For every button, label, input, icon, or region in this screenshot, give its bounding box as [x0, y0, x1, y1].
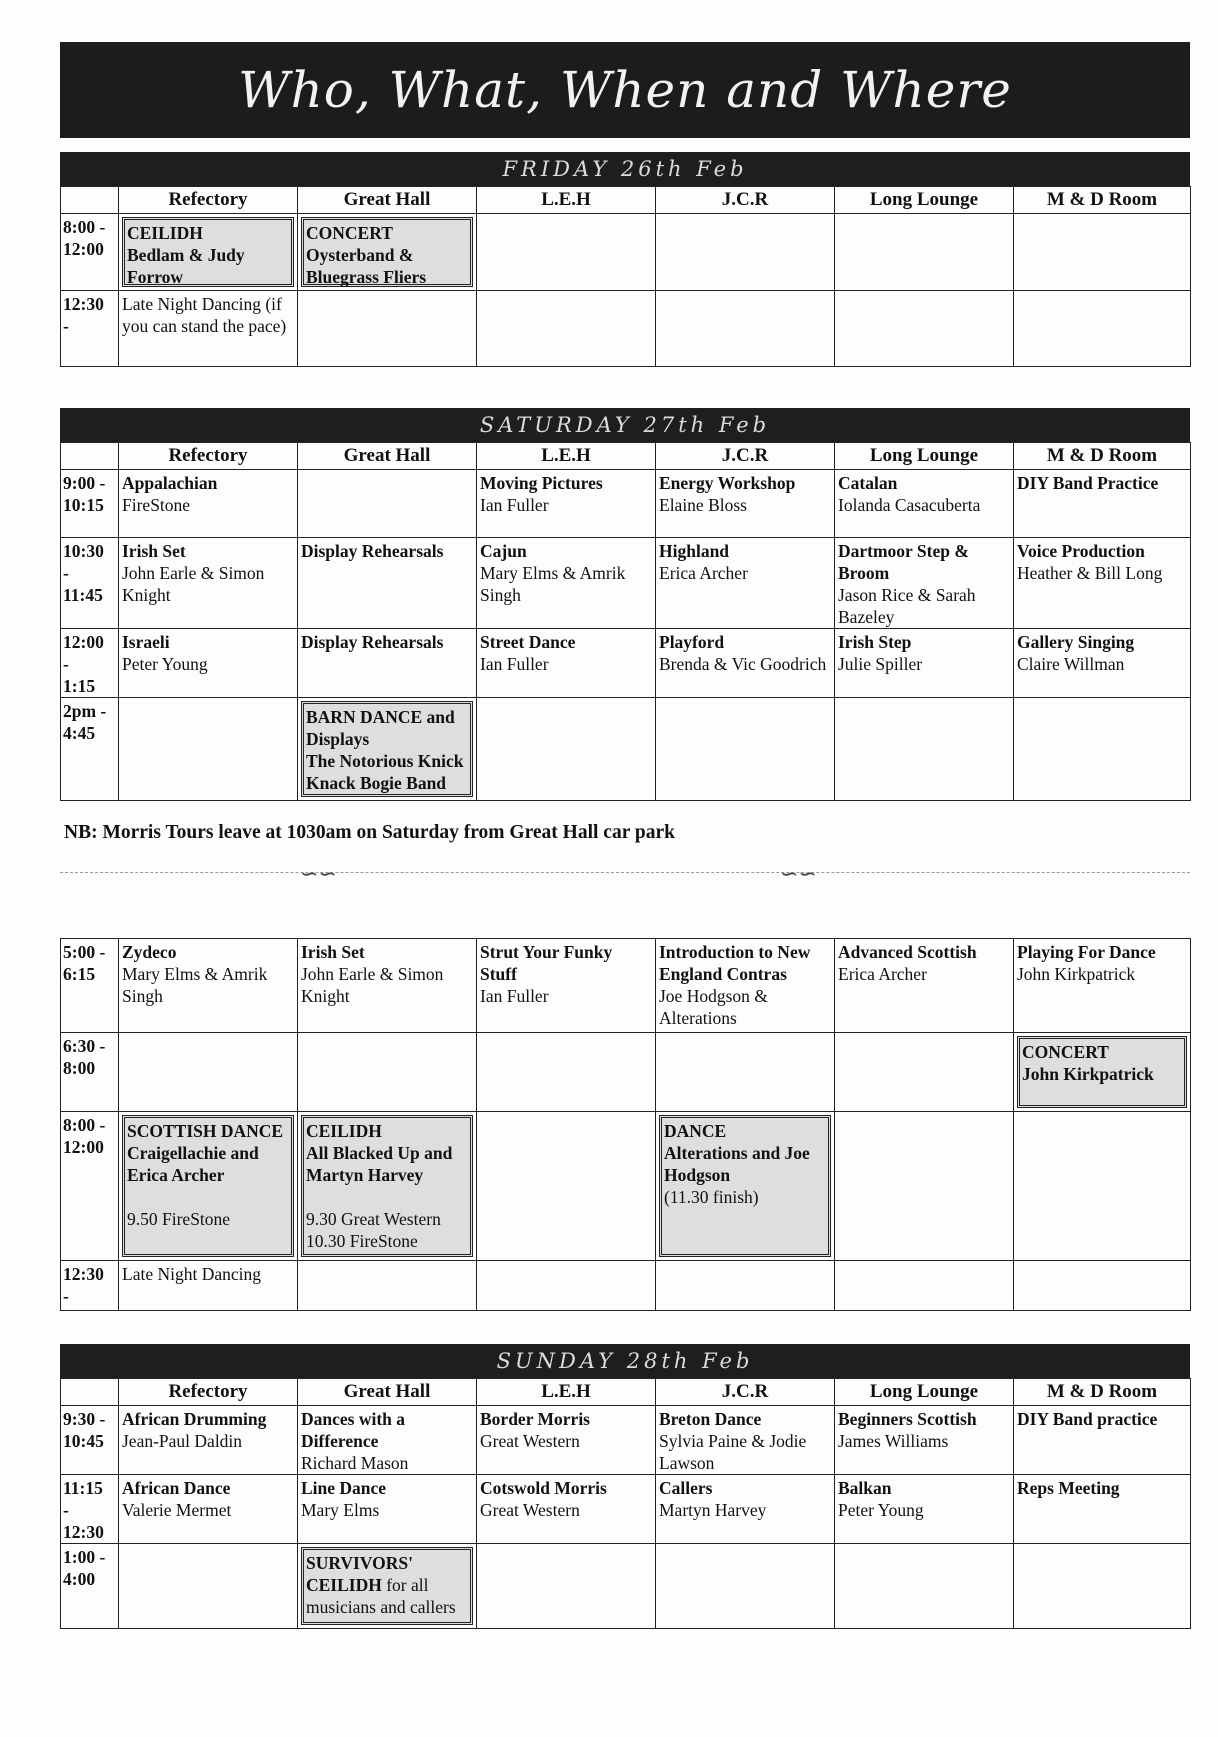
column-header-long-lounge: Long Lounge [835, 187, 1014, 214]
day-header-saturday: SATURDAY 27th Feb [60, 408, 1190, 442]
event-title: Moving Pictures [480, 473, 603, 493]
column-header-row [61, 187, 1191, 214]
time-column-header [61, 443, 119, 470]
event-detail: Erica Archer [659, 563, 748, 583]
event-detail: Late Night Dancing [122, 1264, 261, 1284]
table-row [61, 1112, 1191, 1261]
empty-cell [298, 291, 477, 367]
event-title: Line Dance [301, 1478, 387, 1498]
empty-cell [1014, 291, 1191, 367]
time-column-header [61, 1379, 119, 1406]
table-row [61, 538, 1191, 629]
event-title: Street Dance [480, 632, 576, 652]
event-cell [119, 1475, 298, 1544]
column-header-great-hall: Great Hall [298, 1379, 477, 1406]
event-title: Display Rehearsals [301, 632, 444, 652]
time-slot-label: 10:45 [63, 1431, 104, 1451]
featured-event-box [301, 701, 473, 797]
event-detail: Great Western [480, 1431, 580, 1451]
event-cell [1014, 1406, 1191, 1475]
event-extra-detail: (11.30 finish) [664, 1187, 759, 1207]
column-header-long-lounge: Long Lounge [835, 1379, 1014, 1406]
empty-cell [835, 1261, 1014, 1311]
column-header-refectory: Refectory [119, 187, 298, 214]
event-detail: Ian Fuller [480, 654, 549, 674]
event-cell [477, 538, 656, 629]
time-slot [61, 629, 119, 698]
event-extra-detail [306, 1186, 468, 1208]
time-slot-label: 11:45 [63, 585, 103, 605]
table-row [61, 939, 1191, 1033]
event-title: Cajun [480, 541, 527, 561]
event-detail: Peter Young [122, 654, 208, 674]
empty-cell [656, 1544, 835, 1629]
sunday-table [60, 1378, 1191, 1629]
event-title: SCOTTISH DANCE [127, 1121, 284, 1141]
event-detail: Heather & Bill Long [1017, 563, 1163, 583]
event-title: Voice Production [1017, 541, 1145, 561]
event-title: Display Rehearsals [301, 541, 444, 561]
empty-cell [119, 1033, 298, 1112]
empty-cell [477, 1112, 656, 1261]
event-detail: Jean-Paul Daldin [122, 1431, 243, 1451]
event-detail: Alterations and Joe Hodgson [664, 1143, 810, 1185]
event-cell [1014, 1475, 1191, 1544]
time-slot [61, 214, 119, 291]
event-cell [119, 629, 298, 698]
event-title: Dances with a Difference [301, 1409, 406, 1451]
time-slot-label: 12:30 [63, 1264, 104, 1284]
event-cell [119, 470, 298, 538]
event-detail: John Kirkpatrick [1022, 1064, 1154, 1084]
table-row [61, 1033, 1191, 1112]
event-detail: Great Western [480, 1500, 580, 1520]
saturday-table [60, 442, 1191, 801]
time-slot-label: 12:30 [63, 294, 104, 314]
event-cell [119, 538, 298, 629]
time-slot-label: 8:00 [63, 1058, 96, 1078]
column-header-refectory: Refectory [119, 443, 298, 470]
column-header-row [61, 443, 1191, 470]
empty-cell [119, 1544, 298, 1629]
table-row [61, 629, 1191, 698]
event-detail: Brenda & Vic Goodrich [659, 654, 827, 674]
event-title: CEILIDH [127, 223, 203, 243]
empty-cell [1014, 214, 1191, 291]
time-slot [61, 939, 119, 1033]
empty-cell [1014, 698, 1191, 801]
event-cell [656, 1406, 835, 1475]
empty-cell [298, 1033, 477, 1112]
event-detail: Oysterband & Bluegrass Fliers [306, 245, 427, 287]
empty-cell [656, 291, 835, 367]
event-extra-detail: 9.50 FireStone [127, 1209, 231, 1229]
empty-cell [119, 698, 298, 801]
event-title: SURVIVORS' CEILIDH [306, 1553, 413, 1595]
column-header-l-e-h: L.E.H [477, 187, 656, 214]
featured-event-box [122, 217, 294, 287]
event-title: Cotswold Morris [480, 1478, 607, 1498]
sunday-schedule [60, 1344, 1190, 1629]
featured-event-cell [298, 1112, 477, 1261]
time-slot-label: 4:00 [63, 1569, 96, 1589]
featured-event-box [659, 1115, 831, 1257]
table-row [61, 1544, 1191, 1629]
saturday-evening-table [60, 938, 1191, 1311]
event-title: Irish Set [122, 541, 186, 561]
event-detail: Mary Elms & Amrik Singh [480, 563, 626, 605]
empty-cell [835, 698, 1014, 801]
divider-ornament-icon: ∽∽ [780, 862, 817, 887]
time-slot-label: 4:45 [63, 723, 96, 743]
empty-cell [656, 1033, 835, 1112]
saturday-schedule [60, 408, 1190, 801]
event-cell [477, 629, 656, 698]
featured-event-cell [119, 1112, 298, 1261]
time-slot-label: 6:15 [63, 964, 96, 984]
section-divider [60, 872, 1190, 874]
event-title: CONCERT [306, 223, 393, 243]
time-slot-label: 8:00 - [63, 217, 106, 237]
time-slot-label: 9:30 - [63, 1409, 106, 1429]
event-cell [656, 939, 835, 1033]
featured-event-cell [656, 1112, 835, 1261]
event-title: Irish Step [838, 632, 912, 652]
event-cell [477, 470, 656, 538]
event-title-suffix: for all musicians and callers [306, 1575, 456, 1617]
event-title: Irish Set [301, 942, 365, 962]
time-slot-label: 5:00 - [63, 942, 106, 962]
table-row [61, 1475, 1191, 1544]
friday-table [60, 186, 1191, 367]
empty-cell [298, 1261, 477, 1311]
event-detail: FireStone [122, 495, 191, 515]
column-header-m-d-room: M & D Room [1014, 1379, 1191, 1406]
featured-event-cell [298, 698, 477, 801]
table-row [61, 1406, 1191, 1475]
event-detail: All Blacked Up and Martyn Harvey [306, 1143, 453, 1185]
event-detail: The Notorious Knick Knack Bogie Band [306, 751, 464, 793]
event-title: Callers [659, 1478, 713, 1498]
column-header-great-hall: Great Hall [298, 187, 477, 214]
event-detail: Joe Hodgson & Alterations [659, 986, 768, 1028]
column-header-row [61, 1379, 1191, 1406]
event-cell [119, 939, 298, 1033]
event-cell [656, 629, 835, 698]
time-slot-label: - [63, 1286, 69, 1306]
event-detail: Late Night Dancing (if you can stand the pace) [122, 294, 287, 336]
event-detail: John Earle & Simon Knight [122, 563, 265, 605]
event-cell [298, 1475, 477, 1544]
time-slot-label: 12:00 [63, 239, 104, 259]
event-cell [1014, 470, 1191, 538]
time-slot [61, 1544, 119, 1629]
event-cell [835, 470, 1014, 538]
column-header-m-d-room: M & D Room [1014, 443, 1191, 470]
featured-event-cell [1014, 1033, 1191, 1112]
event-title: Reps Meeting [1017, 1478, 1120, 1498]
empty-cell [477, 214, 656, 291]
empty-cell [835, 214, 1014, 291]
empty-cell [477, 1544, 656, 1629]
event-title: Advanced Scottish [838, 942, 977, 962]
event-cell [477, 1406, 656, 1475]
table-row [61, 698, 1191, 801]
event-title: DIY Band practice [1017, 1409, 1158, 1429]
empty-cell [1014, 1544, 1191, 1629]
event-cell [298, 939, 477, 1033]
event-detail: Elaine Bloss [659, 495, 747, 515]
time-slot-label: 12:00 [63, 632, 104, 652]
time-column-header [61, 187, 119, 214]
event-title: Introduction to New England Contras [659, 942, 811, 984]
time-slot-label: - [63, 1500, 69, 1520]
divider-ornament-icon: ∽∽ [300, 862, 337, 887]
time-slot-label: 8:00 - [63, 1115, 106, 1135]
event-cell [298, 1406, 477, 1475]
time-slot-label: 6:30 - [63, 1036, 106, 1056]
featured-event-box [301, 217, 473, 287]
time-slot [61, 291, 119, 367]
featured-event-box [1017, 1036, 1187, 1108]
event-title: Israeli [122, 632, 170, 652]
empty-cell [656, 698, 835, 801]
event-extra-detail: 10.30 FireStone [306, 1231, 418, 1251]
empty-cell [1014, 1261, 1191, 1311]
featured-event-box [301, 1547, 473, 1625]
event-title: Beginners Scottish [838, 1409, 977, 1429]
event-cell [656, 470, 835, 538]
event-title: Border Morris [480, 1409, 590, 1429]
event-detail: Mary Elms & Amrik Singh [122, 964, 268, 1006]
event-cell [477, 939, 656, 1033]
event-cell [477, 1475, 656, 1544]
time-slot-label: - [63, 654, 69, 674]
event-title: DANCE [664, 1121, 727, 1141]
empty-cell [835, 1112, 1014, 1261]
event-detail: Jason Rice & Sarah Bazeley [838, 585, 976, 627]
page-title: Who, What, When and Where [60, 42, 1190, 138]
time-slot-label: 1:00 - [63, 1547, 106, 1567]
empty-cell [835, 1544, 1014, 1629]
column-header-refectory: Refectory [119, 1379, 298, 1406]
column-header-j-c-r: J.C.R [656, 1379, 835, 1406]
event-cell [119, 1261, 298, 1311]
event-detail: Claire Willman [1017, 654, 1125, 674]
event-cell [298, 538, 477, 629]
empty-cell [835, 1033, 1014, 1112]
day-header-sunday: SUNDAY 28th Feb [60, 1344, 1190, 1378]
event-title: Catalan [838, 473, 898, 493]
featured-event-box [301, 1115, 473, 1257]
time-slot [61, 1475, 119, 1544]
empty-cell [1014, 1112, 1191, 1261]
event-title: Gallery Singing [1017, 632, 1135, 652]
time-slot-label: 12:00 [63, 1137, 104, 1157]
time-slot [61, 538, 119, 629]
time-slot [61, 1033, 119, 1112]
event-extra-detail [127, 1186, 289, 1208]
event-detail: Julie Spiller [838, 654, 923, 674]
featured-event-box [122, 1115, 294, 1257]
event-title: Breton Dance [659, 1409, 762, 1429]
table-row [61, 214, 1191, 291]
empty-cell [477, 1033, 656, 1112]
event-cell [1014, 629, 1191, 698]
event-cell [835, 1406, 1014, 1475]
table-row [61, 291, 1191, 367]
event-cell [298, 629, 477, 698]
column-header-great-hall: Great Hall [298, 443, 477, 470]
column-header-j-c-r: J.C.R [656, 187, 835, 214]
event-detail: Valerie Mermet [122, 1500, 232, 1520]
time-slot [61, 698, 119, 801]
empty-cell [477, 1261, 656, 1311]
time-slot [61, 1261, 119, 1311]
event-title: Strut Your Funky Stuff [480, 942, 613, 984]
featured-event-cell [298, 1544, 477, 1629]
event-title-line [306, 1552, 468, 1618]
time-slot-label: 9:00 - [63, 473, 106, 493]
empty-cell [656, 214, 835, 291]
event-cell [835, 939, 1014, 1033]
event-extra-detail: 9.30 Great Western [306, 1209, 441, 1229]
event-cell [835, 1475, 1014, 1544]
event-detail: Martyn Harvey [659, 1500, 767, 1520]
time-slot-label: 10:30 [63, 541, 104, 561]
empty-cell [656, 1261, 835, 1311]
day-header-friday: FRIDAY 26th Feb [60, 152, 1190, 186]
morris-tours-note: NB: Morris Tours leave at 1030am on Saturday from Great Hall car park [64, 822, 675, 843]
event-title: CEILIDH [306, 1121, 382, 1141]
event-cell [1014, 939, 1191, 1033]
event-detail: Mary Elms [301, 1500, 380, 1520]
event-title: Dartmoor Step & Broom [838, 541, 969, 583]
table-row [61, 1261, 1191, 1311]
event-title: African Dance [122, 1478, 231, 1498]
event-cell [119, 291, 298, 367]
event-detail: Peter Young [838, 1500, 924, 1520]
table-row [61, 470, 1191, 538]
column-header-j-c-r: J.C.R [656, 443, 835, 470]
event-cell [835, 629, 1014, 698]
time-slot-label: 11:15 [63, 1478, 103, 1498]
time-slot [61, 470, 119, 538]
featured-event-cell [298, 214, 477, 291]
saturday-evening-schedule [60, 938, 1190, 1311]
event-title: Balkan [838, 1478, 892, 1498]
time-slot-label: 1:15 [63, 676, 96, 696]
event-detail: Iolanda Casacuberta [838, 495, 981, 515]
column-header-long-lounge: Long Lounge [835, 443, 1014, 470]
event-detail: Bedlam & Judy Forrow [127, 245, 245, 287]
time-slot-label: - [63, 563, 69, 583]
friday-schedule [60, 152, 1190, 367]
event-detail: John Kirkpatrick [1017, 964, 1136, 984]
event-cell [656, 1475, 835, 1544]
event-detail: Erica Archer [838, 964, 927, 984]
event-cell [656, 538, 835, 629]
event-detail: James Williams [838, 1431, 949, 1451]
event-detail: John Earle & Simon Knight [301, 964, 444, 1006]
time-slot-label: - [63, 316, 69, 336]
event-title: Zydeco [122, 942, 177, 962]
time-slot [61, 1406, 119, 1475]
event-title: BARN DANCE and Displays [306, 707, 455, 749]
event-cell [835, 538, 1014, 629]
empty-cell [835, 291, 1014, 367]
time-slot-label: 10:15 [63, 495, 104, 515]
event-title: Energy Workshop [659, 473, 796, 493]
empty-cell [477, 698, 656, 801]
column-header-l-e-h: L.E.H [477, 1379, 656, 1406]
featured-event-cell [119, 214, 298, 291]
event-title: African Drumming [122, 1409, 267, 1429]
empty-cell [298, 470, 477, 538]
column-header-m-d-room: M & D Room [1014, 187, 1191, 214]
event-detail: Ian Fuller [480, 986, 549, 1006]
empty-cell [477, 291, 656, 367]
event-title: Appalachian [122, 473, 218, 493]
event-title: Highland [659, 541, 730, 561]
event-title: CONCERT [1022, 1042, 1109, 1062]
event-cell [1014, 538, 1191, 629]
event-detail: Richard Mason [301, 1453, 409, 1473]
time-slot-label: 12:30 [63, 1522, 104, 1542]
event-detail: Ian Fuller [480, 495, 549, 515]
time-slot-label: 2pm - [63, 701, 107, 721]
event-title: DIY Band Practice [1017, 473, 1159, 493]
column-header-l-e-h: L.E.H [477, 443, 656, 470]
event-detail: Craigellachie and Erica Archer [127, 1143, 259, 1185]
event-title: Playford [659, 632, 725, 652]
event-cell [119, 1406, 298, 1475]
event-detail: Sylvia Paine & Jodie Lawson [659, 1431, 807, 1473]
event-title: Playing For Dance [1017, 942, 1156, 962]
time-slot [61, 1112, 119, 1261]
